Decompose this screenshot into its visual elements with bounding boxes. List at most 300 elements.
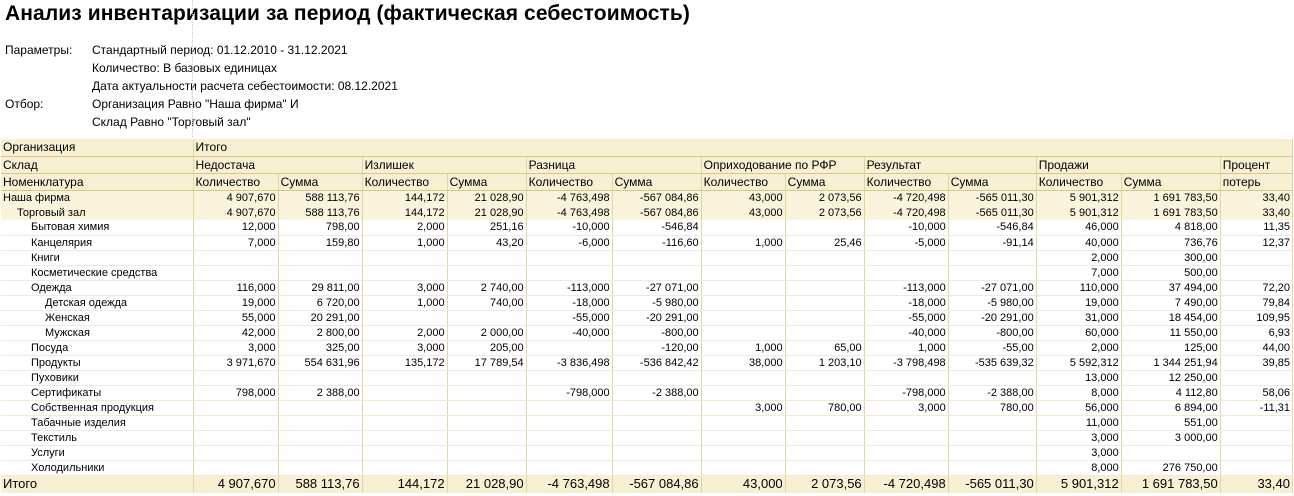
table-row bbox=[1, 460, 1293, 475]
value-cell: 19,000 bbox=[193, 295, 278, 310]
value-cell bbox=[447, 400, 526, 415]
header-group: Продажи bbox=[1036, 156, 1220, 173]
value-cell bbox=[785, 430, 864, 445]
value-cell: -5 980,00 bbox=[948, 295, 1036, 310]
header-row-organization bbox=[1, 139, 1293, 156]
value-cell bbox=[701, 430, 785, 445]
value-cell: 325,00 bbox=[278, 340, 362, 355]
value-cell: 58,06 bbox=[1220, 385, 1292, 400]
value-cell: -55,00 bbox=[948, 340, 1036, 355]
value-cell bbox=[948, 460, 1036, 475]
value-cell: 8,000 bbox=[1036, 385, 1121, 400]
value-cell: -4 720,498 bbox=[864, 475, 948, 493]
value-cell: 3 971,670 bbox=[193, 355, 278, 370]
value-cell bbox=[864, 415, 948, 430]
value-cell: 33,40 bbox=[1220, 205, 1292, 220]
value-cell bbox=[447, 250, 526, 265]
value-cell: 3,000 bbox=[864, 400, 948, 415]
value-cell: -18,000 bbox=[864, 295, 948, 310]
value-cell: 1,000 bbox=[701, 340, 785, 355]
value-cell: -55,000 bbox=[864, 310, 948, 325]
row-name: Книги bbox=[1, 250, 193, 265]
row-name: Женская bbox=[1, 310, 193, 325]
parameter-value: Склад Равно "Торговый зал" bbox=[92, 115, 251, 129]
value-cell: 21 028,90 bbox=[447, 475, 526, 493]
value-cell: 42,000 bbox=[193, 325, 278, 340]
value-cell bbox=[612, 265, 701, 280]
value-cell: 43,000 bbox=[701, 190, 785, 205]
parameter-label bbox=[5, 59, 92, 77]
parameter-value: Количество: В базовых единицах bbox=[92, 61, 277, 75]
value-cell: 39,85 bbox=[1220, 355, 1292, 370]
value-cell bbox=[864, 445, 948, 460]
header-sum: Сумма bbox=[612, 173, 701, 190]
value-cell: 56,000 bbox=[1036, 400, 1121, 415]
value-cell: 43,000 bbox=[701, 205, 785, 220]
value-cell: 12,37 bbox=[1220, 235, 1292, 250]
value-cell bbox=[193, 265, 278, 280]
value-cell bbox=[864, 370, 948, 385]
value-cell: 7,000 bbox=[193, 235, 278, 250]
value-cell: 33,40 bbox=[1220, 190, 1292, 205]
value-cell: 12 250,00 bbox=[1121, 370, 1220, 385]
value-cell: -800,00 bbox=[612, 325, 701, 340]
value-cell: 29 811,00 bbox=[278, 280, 362, 295]
row-name: Посуда bbox=[1, 340, 193, 355]
parameter-label bbox=[5, 77, 92, 95]
value-cell bbox=[193, 370, 278, 385]
value-cell bbox=[612, 400, 701, 415]
row-name: Канцелярия bbox=[1, 235, 193, 250]
value-cell: 3,000 bbox=[193, 340, 278, 355]
value-cell: -4 763,498 bbox=[526, 205, 612, 220]
header-quantity: Количество bbox=[701, 173, 785, 190]
value-cell: -5 980,00 bbox=[612, 295, 701, 310]
value-cell bbox=[362, 445, 447, 460]
value-cell: 79,84 bbox=[1220, 295, 1292, 310]
value-cell: -567 084,86 bbox=[612, 475, 701, 493]
value-cell: 588 113,76 bbox=[278, 190, 362, 205]
row-name: Итого bbox=[1, 475, 193, 493]
value-cell: 72,20 bbox=[1220, 280, 1292, 295]
value-cell: 1 691 783,50 bbox=[1121, 205, 1220, 220]
value-cell: 3 000,00 bbox=[1121, 430, 1220, 445]
table-row bbox=[1, 370, 1293, 385]
value-cell bbox=[278, 430, 362, 445]
value-cell bbox=[785, 250, 864, 265]
header-sum: Сумма bbox=[278, 173, 362, 190]
value-cell bbox=[612, 250, 701, 265]
value-cell: 43,000 bbox=[701, 475, 785, 493]
value-cell: 38,000 bbox=[701, 355, 785, 370]
value-cell bbox=[193, 460, 278, 475]
value-cell bbox=[785, 280, 864, 295]
parameter-label: Отбор: bbox=[5, 97, 44, 111]
value-cell bbox=[612, 445, 701, 460]
value-cell: 1 691 783,50 bbox=[1121, 475, 1220, 493]
value-cell bbox=[612, 370, 701, 385]
parameter-value: Дата актуальности расчета себестоимости: 08.12.2021 bbox=[92, 79, 398, 93]
value-cell: 1 203,10 bbox=[785, 355, 864, 370]
value-cell: 780,00 bbox=[785, 400, 864, 415]
value-cell: 55,000 bbox=[193, 310, 278, 325]
value-cell bbox=[447, 385, 526, 400]
value-cell: 7,000 bbox=[1036, 265, 1121, 280]
table-row bbox=[1, 415, 1293, 430]
parameter-row bbox=[5, 59, 398, 77]
value-cell: 144,172 bbox=[362, 190, 447, 205]
value-cell: 65,00 bbox=[785, 340, 864, 355]
table-row bbox=[1, 295, 1293, 310]
value-cell: 736,76 bbox=[1121, 235, 1220, 250]
table-row bbox=[1, 265, 1293, 280]
value-cell: 18 454,00 bbox=[1121, 310, 1220, 325]
table-row bbox=[1, 235, 1293, 250]
value-cell bbox=[526, 460, 612, 475]
row-name: Услуги bbox=[1, 445, 193, 460]
value-cell: -20 291,00 bbox=[948, 310, 1036, 325]
value-cell bbox=[193, 415, 278, 430]
value-cell: 4 907,670 bbox=[193, 205, 278, 220]
value-cell: -2 388,00 bbox=[948, 385, 1036, 400]
value-cell: 1,000 bbox=[362, 295, 447, 310]
header-sum: Сумма bbox=[447, 173, 526, 190]
value-cell bbox=[948, 265, 1036, 280]
value-cell: 2,000 bbox=[1036, 340, 1121, 355]
value-cell bbox=[701, 445, 785, 460]
value-cell: 110,000 bbox=[1036, 280, 1121, 295]
value-cell: -6,000 bbox=[526, 235, 612, 250]
parameter-row bbox=[5, 95, 398, 113]
value-cell: 740,00 bbox=[447, 295, 526, 310]
value-cell bbox=[447, 415, 526, 430]
value-cell bbox=[447, 370, 526, 385]
value-cell bbox=[864, 460, 948, 475]
value-cell bbox=[948, 415, 1036, 430]
value-cell bbox=[362, 460, 447, 475]
value-cell bbox=[526, 250, 612, 265]
value-cell bbox=[612, 430, 701, 445]
header-warehouse: Склад bbox=[1, 156, 193, 173]
value-cell: -20 291,00 bbox=[612, 310, 701, 325]
row-name: Косметические средства bbox=[1, 265, 193, 280]
value-cell: 780,00 bbox=[948, 400, 1036, 415]
header-quantity: Количество bbox=[1036, 173, 1121, 190]
value-cell bbox=[193, 430, 278, 445]
value-cell: 1 691 783,50 bbox=[1121, 190, 1220, 205]
value-cell: 44,00 bbox=[1220, 340, 1292, 355]
value-cell bbox=[785, 325, 864, 340]
value-cell: 33,40 bbox=[1220, 475, 1292, 493]
value-cell: 4 907,670 bbox=[193, 190, 278, 205]
value-cell bbox=[362, 430, 447, 445]
value-cell bbox=[701, 385, 785, 400]
value-cell bbox=[864, 265, 948, 280]
value-cell bbox=[526, 400, 612, 415]
value-cell: 19,000 bbox=[1036, 295, 1121, 310]
value-cell bbox=[447, 460, 526, 475]
value-cell: 2 073,56 bbox=[785, 190, 864, 205]
value-cell bbox=[612, 460, 701, 475]
value-cell: 17 789,54 bbox=[447, 355, 526, 370]
value-cell: -800,00 bbox=[948, 325, 1036, 340]
value-cell: 2 073,56 bbox=[785, 475, 864, 493]
value-cell bbox=[785, 460, 864, 475]
value-cell bbox=[701, 325, 785, 340]
value-cell: 1,000 bbox=[701, 235, 785, 250]
header-quantity: Количество bbox=[193, 173, 278, 190]
header-row-nomenclature bbox=[1, 173, 1293, 190]
value-cell bbox=[785, 265, 864, 280]
value-cell: -40,000 bbox=[864, 325, 948, 340]
value-cell bbox=[948, 445, 1036, 460]
header-nomenclature: Номенклатура bbox=[1, 173, 193, 190]
row-name: Продукты bbox=[1, 355, 193, 370]
value-cell bbox=[864, 250, 948, 265]
value-cell: 554 631,96 bbox=[278, 355, 362, 370]
value-cell: -567 084,86 bbox=[612, 190, 701, 205]
value-cell: 43,20 bbox=[447, 235, 526, 250]
value-cell: 2 800,00 bbox=[278, 325, 362, 340]
value-cell: 2,000 bbox=[362, 325, 447, 340]
value-cell: 125,00 bbox=[1121, 340, 1220, 355]
header-group: Излишек bbox=[362, 156, 526, 173]
value-cell: 500,00 bbox=[1121, 265, 1220, 280]
value-cell bbox=[278, 250, 362, 265]
value-cell bbox=[948, 370, 1036, 385]
value-cell: -11,31 bbox=[1220, 400, 1292, 415]
table-row bbox=[1, 385, 1293, 400]
value-cell: 7 490,00 bbox=[1121, 295, 1220, 310]
value-cell: -10,000 bbox=[526, 220, 612, 235]
value-cell: -567 084,86 bbox=[612, 205, 701, 220]
value-cell: 11,000 bbox=[1036, 415, 1121, 430]
header-organization: Организация bbox=[1, 139, 193, 156]
value-cell bbox=[1220, 370, 1292, 385]
value-cell: -546,84 bbox=[948, 220, 1036, 235]
value-cell: 4 907,670 bbox=[193, 475, 278, 493]
value-cell bbox=[785, 385, 864, 400]
value-cell bbox=[526, 415, 612, 430]
value-cell bbox=[1220, 430, 1292, 445]
value-cell: 1 344 251,94 bbox=[1121, 355, 1220, 370]
value-cell: -4 763,498 bbox=[526, 190, 612, 205]
value-cell: -55,000 bbox=[526, 310, 612, 325]
value-cell: 135,172 bbox=[362, 355, 447, 370]
row-name: Текстиль bbox=[1, 430, 193, 445]
value-cell bbox=[701, 370, 785, 385]
header-group: Результат bbox=[864, 156, 1036, 173]
value-cell: 11 550,00 bbox=[1121, 325, 1220, 340]
value-cell: -40,000 bbox=[526, 325, 612, 340]
value-cell: 4 112,80 bbox=[1121, 385, 1220, 400]
value-cell: 6 894,00 bbox=[1121, 400, 1220, 415]
value-cell bbox=[701, 250, 785, 265]
value-cell: 144,172 bbox=[362, 475, 447, 493]
table-row bbox=[1, 325, 1293, 340]
value-cell: -27 071,00 bbox=[612, 280, 701, 295]
value-cell: 5 592,312 bbox=[1036, 355, 1121, 370]
value-cell: -4 720,498 bbox=[864, 190, 948, 205]
header-group: Недостача bbox=[193, 156, 362, 173]
table-row bbox=[1, 280, 1293, 295]
value-cell bbox=[701, 265, 785, 280]
value-cell bbox=[447, 445, 526, 460]
parameter-row bbox=[5, 113, 398, 131]
value-cell: -116,60 bbox=[612, 235, 701, 250]
value-cell: -2 388,00 bbox=[612, 385, 701, 400]
header-sum: Сумма bbox=[948, 173, 1036, 190]
value-cell: -4 720,498 bbox=[864, 205, 948, 220]
value-cell bbox=[1220, 265, 1292, 280]
value-cell: 588 113,76 bbox=[278, 475, 362, 493]
value-cell bbox=[526, 430, 612, 445]
value-cell bbox=[447, 310, 526, 325]
value-cell: -18,000 bbox=[526, 295, 612, 310]
value-cell bbox=[1220, 415, 1292, 430]
table-row bbox=[1, 355, 1293, 370]
value-cell bbox=[526, 445, 612, 460]
table-row bbox=[1, 445, 1293, 460]
value-cell: 4 818,00 bbox=[1121, 220, 1220, 235]
value-cell: 2,000 bbox=[362, 220, 447, 235]
value-cell: 116,000 bbox=[193, 280, 278, 295]
value-cell bbox=[948, 430, 1036, 445]
value-cell: 251,16 bbox=[447, 220, 526, 235]
value-cell: -5,000 bbox=[864, 235, 948, 250]
value-cell bbox=[278, 445, 362, 460]
report-title: Анализ инвентаризации за период (фактическая себестоимость) bbox=[5, 2, 690, 25]
value-cell: -565 011,30 bbox=[948, 190, 1036, 205]
header-quantity: Количество bbox=[864, 173, 948, 190]
value-cell: -3 798,498 bbox=[864, 355, 948, 370]
header-percent-line1: Процент bbox=[1220, 156, 1292, 173]
value-cell: 3,000 bbox=[362, 340, 447, 355]
value-cell: 13,000 bbox=[1036, 370, 1121, 385]
table-row bbox=[1, 205, 1293, 220]
value-cell bbox=[785, 220, 864, 235]
value-cell: -536 842,42 bbox=[612, 355, 701, 370]
value-cell: -10,000 bbox=[864, 220, 948, 235]
value-cell: 300,00 bbox=[1121, 250, 1220, 265]
value-cell bbox=[526, 340, 612, 355]
value-cell bbox=[785, 370, 864, 385]
parameter-row bbox=[5, 77, 398, 95]
value-cell bbox=[447, 265, 526, 280]
row-name: Бытовая химия bbox=[1, 220, 193, 235]
parameter-value: Стандартный период: 01.12.2010 - 31.12.2021 bbox=[92, 43, 348, 57]
header-total: Итого bbox=[193, 139, 1292, 156]
row-name: Торговый зал bbox=[1, 205, 193, 220]
table-row bbox=[1, 310, 1293, 325]
value-cell: 3,000 bbox=[362, 280, 447, 295]
value-cell bbox=[362, 400, 447, 415]
value-cell: 798,00 bbox=[278, 220, 362, 235]
value-cell bbox=[362, 265, 447, 280]
value-cell bbox=[193, 445, 278, 460]
row-name: Пуховики bbox=[1, 370, 193, 385]
value-cell: 798,000 bbox=[193, 385, 278, 400]
header-sum: Сумма bbox=[1121, 173, 1220, 190]
value-cell: 6 720,00 bbox=[278, 295, 362, 310]
value-cell: 5 901,312 bbox=[1036, 475, 1121, 493]
value-cell bbox=[701, 460, 785, 475]
value-cell bbox=[278, 415, 362, 430]
inventory-report-table bbox=[1, 139, 1293, 493]
value-cell: -565 011,30 bbox=[948, 475, 1036, 493]
value-cell: 31,000 bbox=[1036, 310, 1121, 325]
value-cell: 37 494,00 bbox=[1121, 280, 1220, 295]
value-cell: -91,14 bbox=[948, 235, 1036, 250]
value-cell: 3,000 bbox=[701, 400, 785, 415]
value-cell bbox=[785, 415, 864, 430]
value-cell: -113,000 bbox=[526, 280, 612, 295]
value-cell bbox=[701, 295, 785, 310]
value-cell: 46,000 bbox=[1036, 220, 1121, 235]
value-cell: 5 901,312 bbox=[1036, 190, 1121, 205]
header-sum: Сумма bbox=[785, 173, 864, 190]
value-cell bbox=[785, 295, 864, 310]
value-cell: -565 011,30 bbox=[948, 205, 1036, 220]
value-cell: 21 028,90 bbox=[447, 190, 526, 205]
value-cell: 1,000 bbox=[864, 340, 948, 355]
value-cell bbox=[1220, 250, 1292, 265]
value-cell bbox=[193, 400, 278, 415]
row-name: Табачные изделия bbox=[1, 415, 193, 430]
value-cell bbox=[864, 430, 948, 445]
value-cell bbox=[1220, 445, 1292, 460]
value-cell bbox=[278, 370, 362, 385]
table-row bbox=[1, 430, 1293, 445]
value-cell: 205,00 bbox=[447, 340, 526, 355]
table-row bbox=[1, 400, 1293, 415]
table-row bbox=[1, 250, 1293, 265]
row-name: Детская одежда bbox=[1, 295, 193, 310]
value-cell bbox=[362, 415, 447, 430]
parameter-label: Параметры: bbox=[5, 43, 73, 57]
value-cell: -3 836,498 bbox=[526, 355, 612, 370]
value-cell: -120,00 bbox=[612, 340, 701, 355]
header-group: Оприходование по РФР bbox=[701, 156, 864, 173]
value-cell: 2,000 bbox=[1036, 250, 1121, 265]
parameter-label bbox=[5, 113, 92, 131]
table-row bbox=[1, 220, 1293, 235]
value-cell bbox=[948, 250, 1036, 265]
value-cell: 20 291,00 bbox=[278, 310, 362, 325]
value-cell: 2 000,00 bbox=[447, 325, 526, 340]
value-cell: 109,95 bbox=[1220, 310, 1292, 325]
value-cell: 3,000 bbox=[1036, 445, 1121, 460]
value-cell bbox=[612, 415, 701, 430]
value-cell: 551,00 bbox=[1121, 415, 1220, 430]
value-cell: -535 639,32 bbox=[948, 355, 1036, 370]
header-percent-line2: потерь bbox=[1220, 173, 1292, 190]
value-cell: 1,000 bbox=[362, 235, 447, 250]
row-name: Сертификаты bbox=[1, 385, 193, 400]
row-name: Наша фирма bbox=[1, 190, 193, 205]
parameter-row bbox=[5, 41, 398, 59]
value-cell: -113,000 bbox=[864, 280, 948, 295]
value-cell: -798,000 bbox=[864, 385, 948, 400]
value-cell: 60,000 bbox=[1036, 325, 1121, 340]
value-cell bbox=[785, 445, 864, 460]
parameter-value: Организация Равно "Наша фирма" И bbox=[92, 97, 299, 111]
value-cell: 3,000 bbox=[1036, 430, 1121, 445]
value-cell bbox=[447, 430, 526, 445]
table-row bbox=[1, 190, 1293, 205]
value-cell: 2 740,00 bbox=[447, 280, 526, 295]
value-cell: 2 388,00 bbox=[278, 385, 362, 400]
